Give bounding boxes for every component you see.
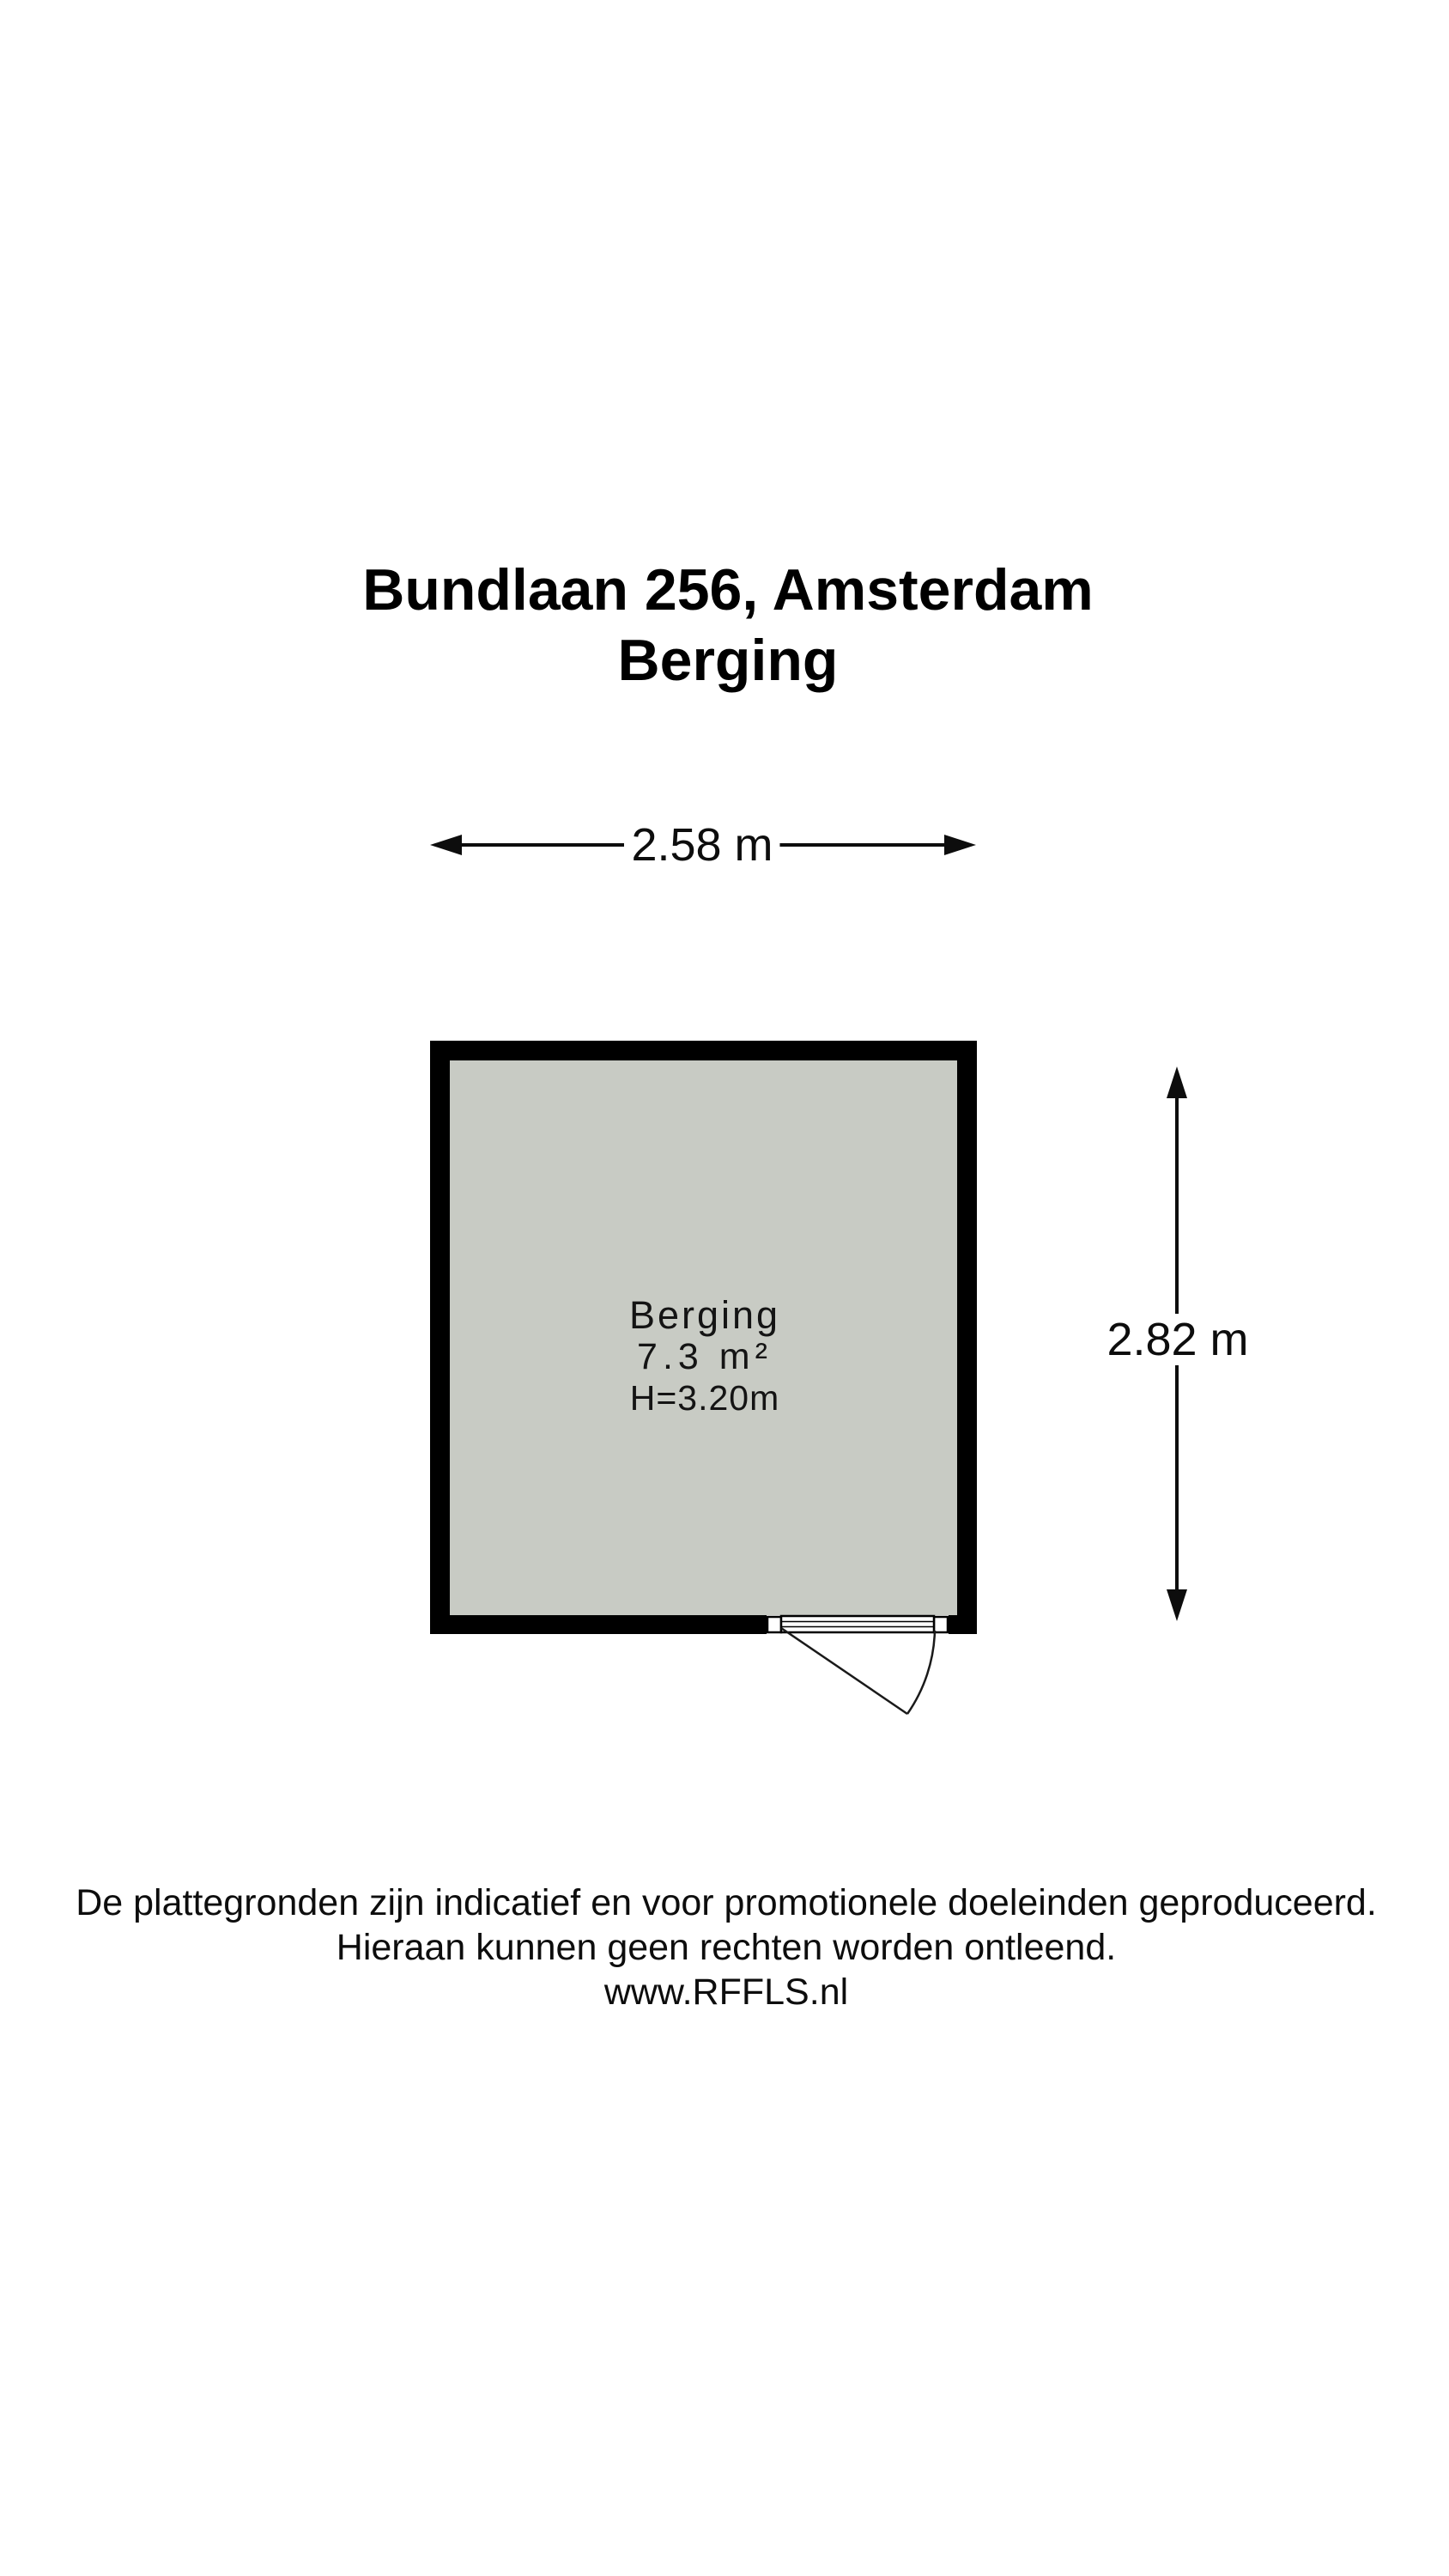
room-labels <box>629 1295 780 1419</box>
door-slab <box>781 1616 934 1632</box>
door-jamb-left <box>767 1617 781 1632</box>
dim-width-label: 2.58 m <box>624 822 779 868</box>
door-leaf <box>781 1628 907 1714</box>
title-room: Berging <box>617 628 839 693</box>
arrowhead-top <box>1167 1066 1187 1098</box>
room-ceiling-height-label: H=3.20m <box>629 1378 780 1418</box>
room-area-label: 7.3 m² <box>637 1336 773 1377</box>
disclaimer-line-1: De plattegronden zijn indicatief en voor promotionele doeleinden geproduceerd. <box>76 1882 1377 1923</box>
door-jamb-right <box>934 1617 948 1632</box>
arrowhead-left <box>430 835 462 855</box>
title-address: Bundlaan 256, Amsterdam <box>362 557 1094 623</box>
disclaimer-line-2: Hieraan kunnen geen rechten worden ontleend. <box>336 1927 1117 1968</box>
footer-website: www.RFFLS.nl <box>603 1971 849 2013</box>
arrowhead-right <box>944 835 976 855</box>
footer-disclaimer <box>76 1880 1377 2014</box>
room-name-label: Berging <box>628 1293 781 1337</box>
door-swing-arc <box>907 1631 935 1714</box>
dim-height-label: 2.82 m <box>1100 1316 1255 1363</box>
arrowhead-bottom <box>1167 1589 1187 1621</box>
